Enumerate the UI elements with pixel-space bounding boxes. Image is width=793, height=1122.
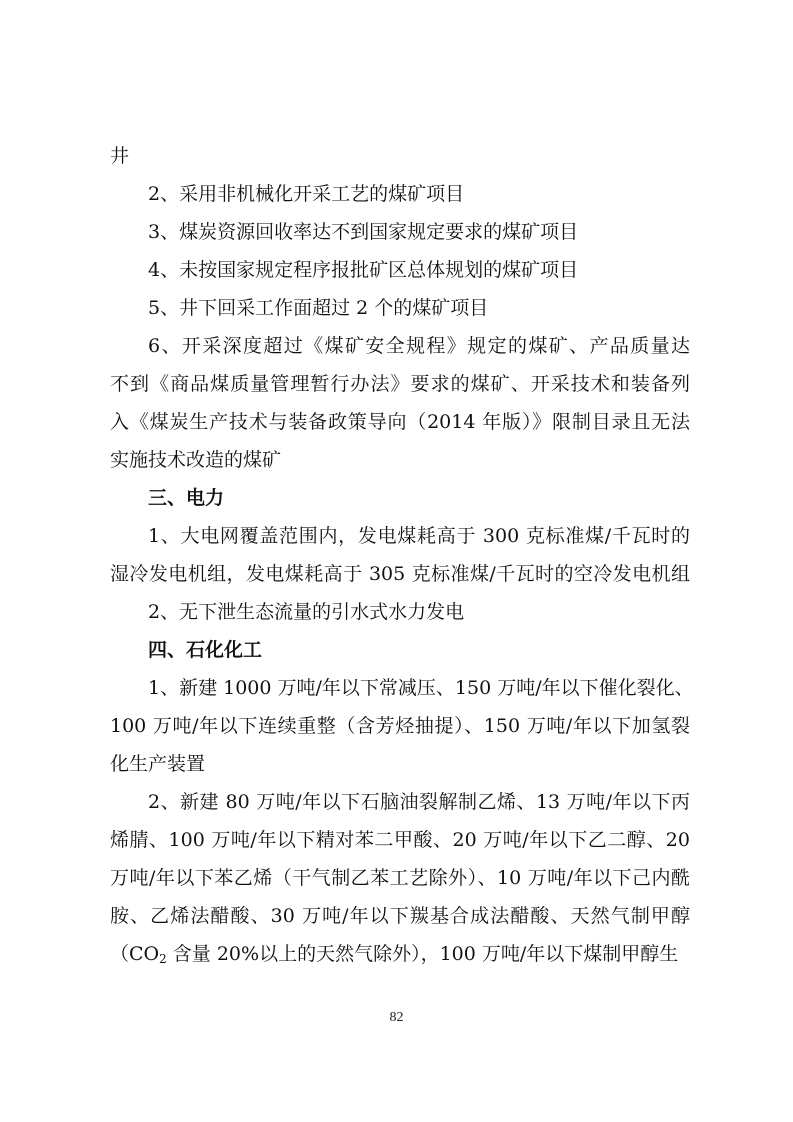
text-line: 入《煤炭生产技术与装备政策导向（2014 年版）》限制目录且无法 [110, 411, 690, 433]
text-line: 湿冷发电机组，发电煤耗高于 305 克标准煤/千瓦时的空冷发电机组 [110, 563, 690, 585]
text-line: 实施技术改造的煤矿 [110, 449, 282, 471]
text-line: 不到《商品煤质量管理暂行办法》要求的煤矿、开采技术和装备列 [110, 373, 690, 395]
document-body [110, 137, 694, 973]
text-line: 100 万吨/年以下连续重整（含芳烃抽提）、150 万吨/年以下加氢裂 [110, 715, 690, 737]
subscript: 2 [159, 952, 167, 966]
text-line: 烯腈、100 万吨/年以下精对苯二甲酸、20 万吨/年以下乙二醇、20 [110, 829, 690, 851]
list-item: 2、新建 80 万吨/年以下石脑油裂解制乙烯、13 万吨/年以下丙 [148, 791, 690, 813]
text-line: 井 [110, 145, 130, 167]
text-line [110, 935, 690, 973]
text-line: 化生产装置 [110, 753, 206, 775]
text-fragment: （CO [110, 943, 160, 965]
section-heading-power: 三、电力 [148, 487, 225, 509]
list-item: 4、未按国家规定程序报批矿区总体规划的煤矿项目 [148, 259, 579, 281]
section-heading-petrochemical: 四、石化化工 [148, 639, 263, 661]
list-item: 1、新建 1000 万吨/年以下常减压、150 万吨/年以下催化裂化、 [148, 677, 694, 699]
text-line: 胺、乙烯法醋酸、30 万吨/年以下羰基合成法醋酸、天然气制甲醇 [110, 905, 690, 927]
list-item: 2、无下泄生态流量的引水式水力发电 [148, 601, 465, 623]
text-line: 万吨/年以下苯乙烯（干气制乙苯工艺除外）、10 万吨/年以下己内酰 [110, 867, 690, 889]
list-item: 5、井下回采工作面超过 2 个的煤矿项目 [148, 297, 489, 319]
list-item: 1、大电网覆盖范围内，发电煤耗高于 300 克标准煤/千瓦时的 [148, 525, 690, 547]
page-number: 82 [389, 1010, 404, 1025]
list-item: 2、采用非机械化开采工艺的煤矿项目 [148, 183, 465, 205]
list-item: 6、开采深度超过《煤矿安全规程》规定的煤矿、产品质量达 [148, 335, 690, 357]
list-item: 3、煤炭资源回收率达不到国家规定要求的煤矿项目 [148, 221, 579, 243]
text-fragment: 含量 20%以上的天然气除外），100 万吨/年以下煤制甲醇生 [166, 943, 679, 965]
